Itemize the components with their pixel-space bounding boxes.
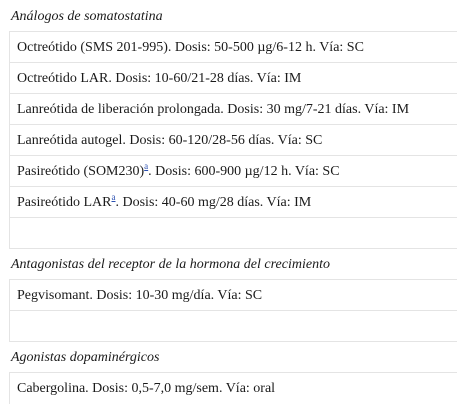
section-header-somatostatin-analogs: Análogos de somatostatina [9,2,457,32]
spacer-row [9,311,457,342]
pasireotide-dose: . Dosis: 600-900 µg/12 h. Vía: SC [148,164,340,179]
drug-table [9,2,457,404]
spacer-row [9,218,457,249]
table-row-octreotide-lar: Octreótido LAR. Dosis: 10-60/21-28 días. Vía: IM [9,63,457,94]
section-header-gh-receptor-antagonists: Antagonistas del receptor de la hormona del crecimiento [9,249,457,280]
table-row-pasireotide [9,156,457,187]
pasireotide-lar-dose: . Dosis: 40-60 mg/28 días. Vía: IM [115,195,312,210]
pasireotide-name: Pasireótido (SOM230) [17,164,145,179]
table-row-pasireotide-lar [9,187,457,218]
table-row-pegvisomant: Pegvisomant. Dosis: 10-30 mg/día. Vía: SC [9,280,457,311]
footnote-link-a[interactable]: a [111,192,116,202]
table-row-lanreotide-pr: Lanreótida de liberación prolongada. Dosis: 30 mg/7-21 días. Vía: IM [9,94,457,125]
section-header-dopamine-agonists: Agonistas dopaminérgicos [9,342,457,373]
table-row-cabergoline: Cabergolina. Dosis: 0,5-7,0 mg/sem. Vía: oral [9,373,457,404]
footnote-link-a[interactable]: a [144,161,149,171]
table-row-octreotide: Octreótido (SMS 201-995). Dosis: 50-500 µg/6-12 h. Vía: SC [9,32,457,63]
pasireotide-lar-name: Pasireótido LAR [17,195,112,210]
table-row-lanreotide-autogel: Lanreótida autogel. Dosis: 60-120/28-56 días. Vía: SC [9,125,457,156]
